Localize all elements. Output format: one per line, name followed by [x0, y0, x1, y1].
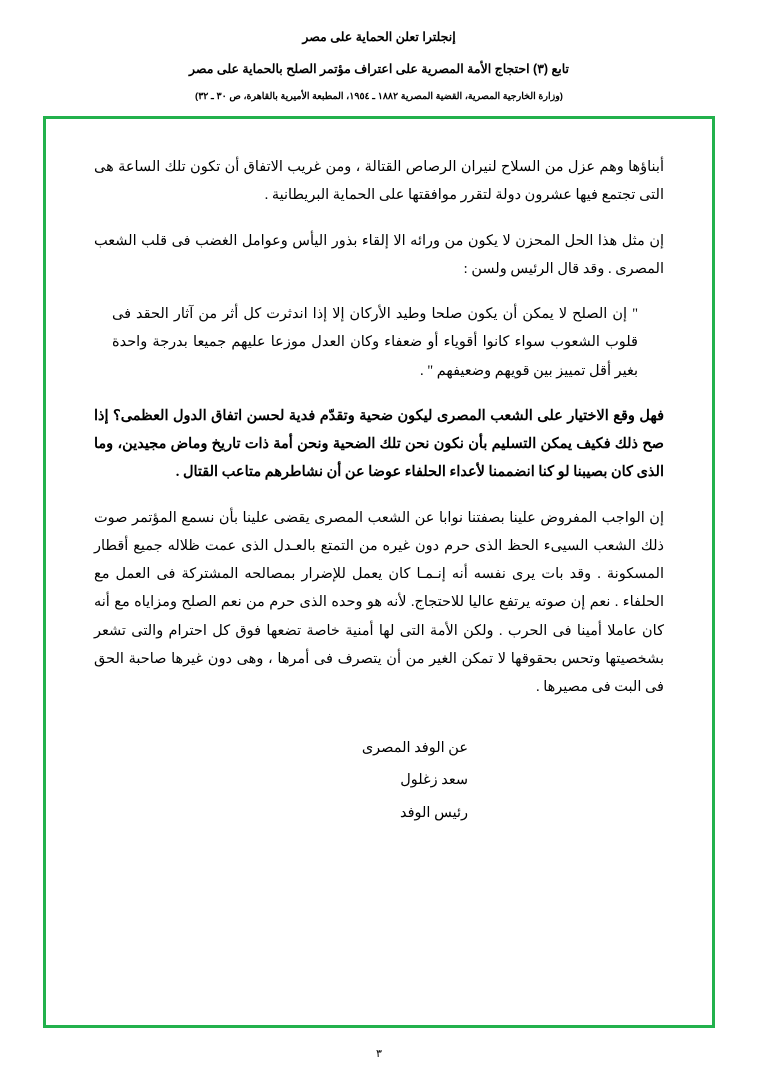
- header-subtitle: تابع (٣) احتجاج الأمة المصرية على اعتراف مؤتمر الصلح بالحماية على مصر: [189, 61, 569, 76]
- signature-block: [94, 732, 664, 830]
- signature-role: رئيس الوفد: [399, 804, 468, 821]
- paragraph-3: فهل وقع الاختيار على الشعب المصرى ليكون ضحية وتقدّم فدية لحسن اتفاق الدول العظمى؟ إذا صح ذلك فكيف يمكن التسليم بأن نكون نحن تلك الضحية ونحن أمة ذات تاريخ وماض مجيدين، وما الذى كان بصيبنا لو كنا انضممنا لأعداء الحلفاء عوضا عن أن نشاطرهم متاعب القتال .: [94, 407, 664, 481]
- header-source-citation: (وزارة الخارجية المصرية، القضية المصرية ١٨٨٢ ـ ١٩٥٤، المطبعة الأميرية بالقاهرة، ص ٣٠ ـ ٣٢): [195, 90, 563, 102]
- page-header: [0, 0, 758, 103]
- content-frame: [43, 116, 715, 1028]
- signature-name: سعد زغلول: [400, 772, 468, 789]
- content-body: [46, 119, 712, 829]
- paragraph-4: إن الواجب المفروض علينا بصفتنا نوابا عن الشعب المصرى يقضى علينا بأن نسمع المؤتمر صوت ذلك الشعب السيىء الحظ الذى حرم دون غيره من التمتع بالعـدل الذى عمت ظلاله جميع أقطار المسكونة . وقد بات يرى نفسه أنه إنـمـا كان يعمل للإضرار بمصالحه المشتركة فى العمل مع الحلفاء . نعم إن صوته يرتفع عاليا للاحتجاج. لأنه هو وحده الذى حرم من نعم الصلح ومزاياه مع أنه كان عاملا أمينا فى الحرب . ولكن الأمة التى لها أمنية خاصة تضعها فوق كل احترام والتى تشعر بشخصيتها وتحس بحقوقها لا تمكن الغير من أن يتصرف فى أمرها ، وهى دون غيرها صاحبة الحق فى البت فى مصيرها .: [94, 509, 664, 696]
- blockquote-wilson: " إن الصلح لا يمكن أن يكون صلحا وطيد الأركان إلا إذا اندثرت كل أثر من آثار الحقد فى قلوب الشعوب سواء كانوا أقوياء أو ضعفاء وكان العدل موزعا عليهم جميعا بدرجة واحدة بغير أقل تمييز بين قويهم وضعيفهم " .: [112, 306, 638, 379]
- header-title: إنجلترا تعلن الحماية على مصر: [302, 30, 456, 44]
- signature-on-behalf-of: عن الوفد المصرى: [361, 739, 468, 756]
- paragraph-2: إن مثل هذا الحل المحزن لا يكون من ورائه الا إلقاء بذور اليأس وعوامل الغضب فى قلب الشعب المصرى . وقد قال الرئيس ولسن :: [94, 232, 664, 277]
- paragraph-1: أبناؤها وهم عزل من السلاح لنيران الرصاص القتالة ، ومن غريب الاتفاق أن تكون تلك الساعة هى التى تجتمع فيها عشرون دولة لتقرر موافقتها على الحماية البريطانية .: [94, 159, 664, 204]
- page-number: ٣: [376, 1048, 382, 1060]
